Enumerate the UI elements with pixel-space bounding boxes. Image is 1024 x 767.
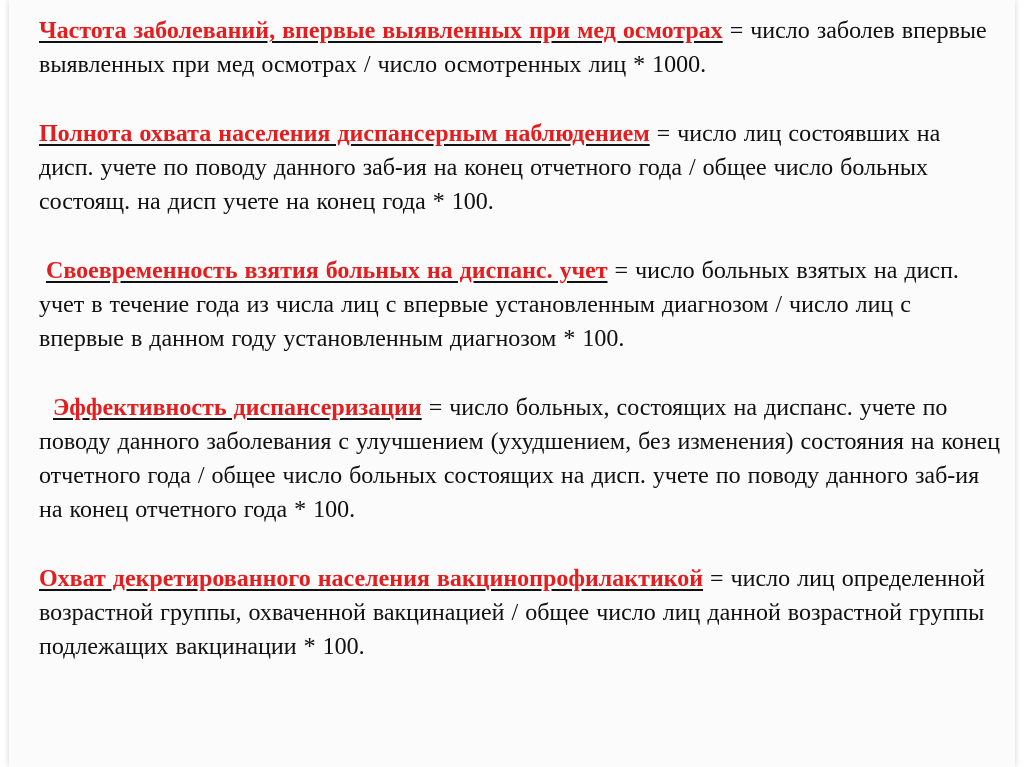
paragraph-disease-frequency: [39, 14, 1001, 82]
term-disease-frequency: Частота заболеваний, впервые выявленных при мед осмотрах: [39, 18, 723, 44]
term-registration-timeliness: Своевременность взятия больных на диспанс. учет: [46, 258, 608, 284]
definition-dispensary-efficiency: = число больных, состоящих на диспанс. учете по поводу данного заболевания с улучшением (ухудшением, без изменения) состояния на конец отчетного года / общее число больных состоящих на дисп. учете по поводу данного заб-ия на конец отчетного года * 100.: [39, 395, 1008, 523]
paragraph-vaccination-coverage: [39, 562, 1001, 664]
term-dispensary-coverage: Полнота охвата населения диспансерным наблюдением: [39, 121, 650, 147]
paragraph-dispensary-efficiency: [39, 391, 1008, 527]
paragraph-lead-space: [39, 258, 46, 284]
definition-registration-timeliness: = число больных взятых на дисп. учет в течение года из числа лиц с впервые установленным диагнозом / число лиц с впервые в данном году установленным диагнозом * 100.: [39, 258, 966, 352]
definition-vaccination-coverage: = число лиц определенной возрастной группы, охваченной вакцинацией / общее число лиц данной возрастной группы подлежащих вакцинации * 100.: [39, 566, 985, 660]
term-dispensary-efficiency: Эффективность диспансеризации: [53, 395, 422, 421]
slide: [9, 0, 1015, 767]
definition-dispensary-coverage: = число лиц состоявших на дисп. учете по поводу данного заб-ия на конец отчетного года / общее число больных состоящ. на дисп учете на конец года * 100.: [39, 121, 941, 215]
paragraph-lead-space: [39, 395, 53, 421]
slide-content: [39, 14, 1008, 699]
definition-disease-frequency: = число заболев впервые выявленных при мед осмотрах / число осмотренных лиц * 1000.: [39, 18, 987, 78]
term-vaccination-coverage: Охват декретированного населения вакцинопрофилактикой: [39, 566, 704, 592]
paragraph-registration-timeliness: [39, 254, 1001, 356]
paragraph-dispensary-coverage: [39, 117, 1001, 219]
